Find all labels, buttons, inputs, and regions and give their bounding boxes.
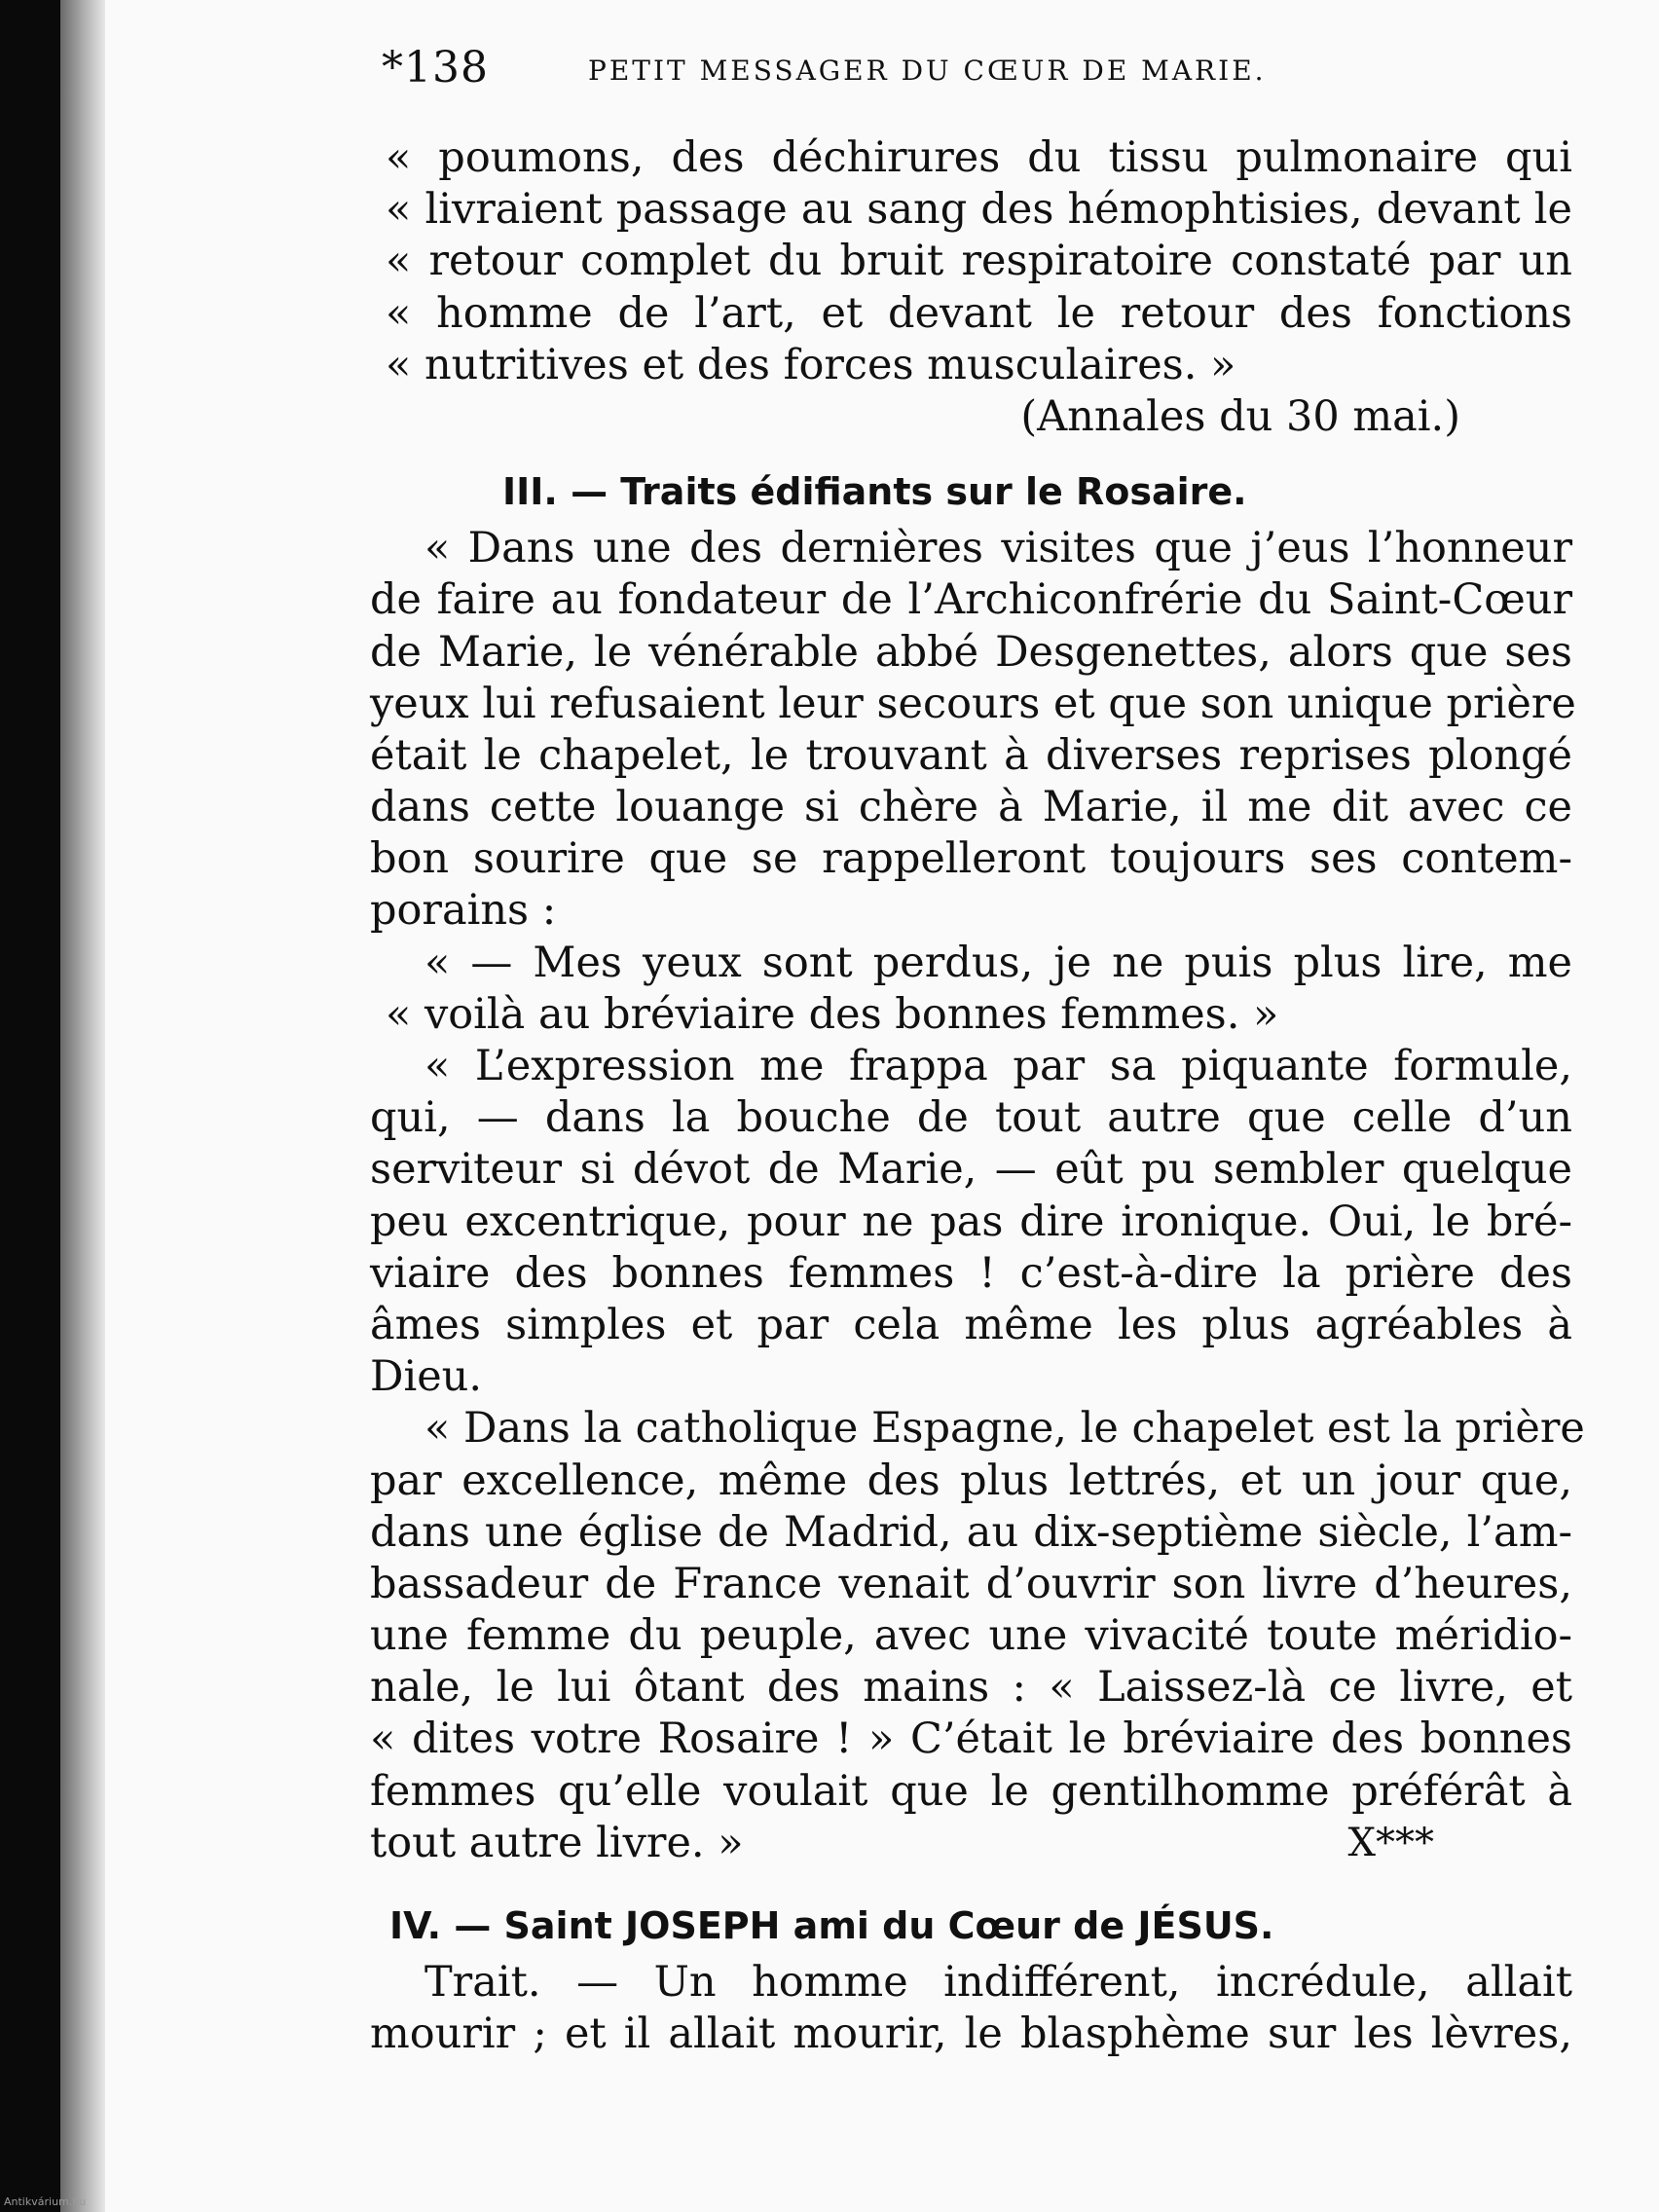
page-gutter (60, 0, 105, 2212)
continuation-line: « retour complet du bruit respiratoire constaté par un (386, 237, 1572, 286)
running-title: PETIT MESSAGER DU CŒUR DE MARIE. (588, 55, 1267, 87)
paragraph-line: une femme du peuple, avec une vivacité toute méridio- (370, 1611, 1572, 1661)
quote-line: « voilà au bréviaire des bonnes femmes. » (386, 989, 1279, 1039)
paragraph-line: « dites votre Rosaire ! » C’était le bréviaire des bonnes (370, 1714, 1572, 1764)
paragraph-line: par excellence, même des plus lettrés, et un jour que, (370, 1456, 1572, 1505)
paragraph-line: peu excentrique, pour ne pas dire ironique. Oui, le bré- (370, 1197, 1572, 1246)
quote-line: « — Mes yeux sont perdus, je ne puis plus lire, me (424, 938, 1572, 987)
continuation-line: « livraient passage au sang des hémophtisies, devant le (386, 185, 1572, 235)
paragraph-line: qui, — dans la bouche de tout autre que celle d’un (370, 1093, 1572, 1143)
paragraph-line: était le chapelet, le trouvant à diverses reprises plongé (370, 730, 1572, 780)
paragraph-line: de faire au fondateur de l’Archiconfrérie du Saint-Cœur (370, 575, 1572, 625)
paragraph-line: dans une église de Madrid, au dix-septième siècle, l’am- (370, 1507, 1572, 1557)
watermark: Antikvárium.hu (4, 2195, 87, 2208)
paragraph-line: de Marie, le vénérable abbé Desgenettes, alors que ses (370, 627, 1572, 677)
continuation-line: « homme de l’art, et devant le retour des fonctions (386, 288, 1572, 338)
page-header (382, 43, 1355, 101)
author-signature: X*** (1347, 1820, 1434, 1865)
paragraph-line: serviteur si dévot de Marie, — eût pu sembler quelque (370, 1145, 1572, 1195)
paragraph-line: âmes simples et par cela même les plus agréables à (370, 1300, 1572, 1349)
paragraph-line: femmes qu’elle voulait que le gentilhomme préférât à (370, 1766, 1572, 1816)
continuation-line: « nutritives et des forces musculaires. » (386, 340, 1236, 389)
section-4-heading: IV. — Saint JOSEPH ami du Cœur de JÉSUS. (389, 1904, 1274, 1947)
paragraph-line: bon sourire que se rappelleront toujours ses contem- (370, 834, 1572, 884)
paragraph-line: viaire des bonnes femmes ! c’est-à-dire la prière des (370, 1248, 1572, 1298)
paragraph-line: porains : (370, 886, 557, 936)
paragraph-line: nale, le lui ôtant des mains : « Laissez-là ce livre, et (370, 1663, 1572, 1713)
book-spine-shadow (0, 0, 60, 2212)
signature-line (370, 1818, 1572, 1869)
paragraph-line: mourir ; et il allait mourir, le blasphème sur les lèvres, (370, 2009, 1572, 2059)
paragraph-last-line: tout autre livre. » (370, 1818, 744, 1867)
paragraph-line: « L’expression me frappa par sa piquante formule, (424, 1042, 1572, 1090)
paragraph-line: dans cette louange si chère à Marie, il me dit avec ce (370, 783, 1572, 832)
page-number: *138 (382, 43, 489, 92)
paragraph-line: yeux lui refusaient leur secours et que son unique prière (370, 679, 1576, 728)
paragraph-line: « Dans une des dernières visites que j’eus l’honneur (424, 524, 1572, 573)
citation: (Annales du 30 mai.) (1020, 391, 1460, 441)
paragraph-line: bassadeur de France venait d’ouvrir son livre d’heures, (370, 1559, 1572, 1608)
page-body (370, 132, 1585, 2060)
section-3-heading: III. — Traits édifiants sur le Rosaire. (502, 470, 1247, 514)
continuation-line: « poumons, des déchirures du tissu pulmonaire qui (386, 133, 1572, 182)
paragraph-line: Trait. — Un homme indifférent, incrédule, allait (424, 1958, 1572, 2007)
paragraph-line: « Dans la catholique Espagne, le chapelet est la prière (424, 1404, 1585, 1454)
paragraph-line: Dieu. (370, 1352, 483, 1402)
